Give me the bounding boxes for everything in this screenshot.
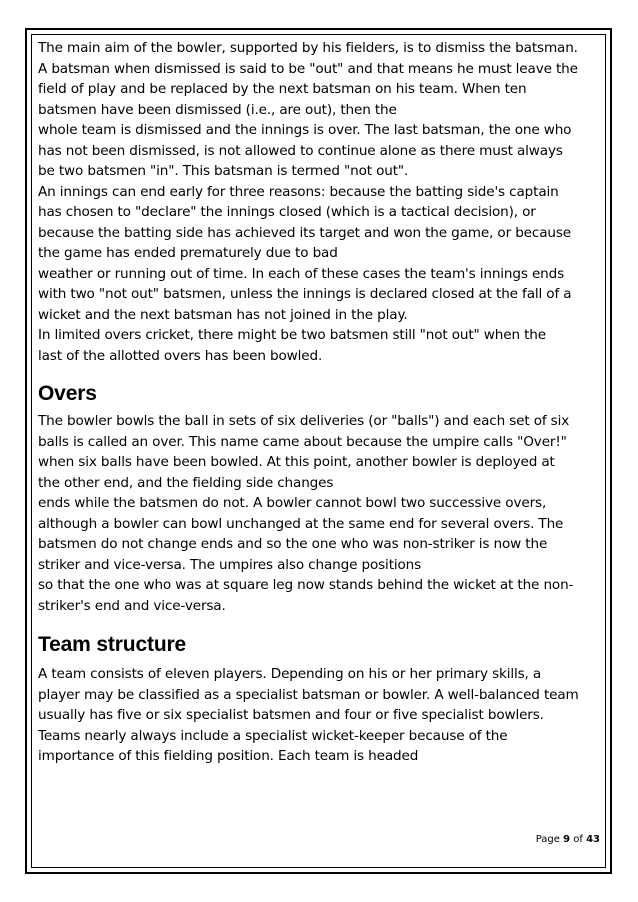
text-line: the other end, and the fielding side changes <box>38 474 334 491</box>
text-line: striker's end and vice-versa. <box>38 597 226 614</box>
text-line: the game has ended prematurely due to bad <box>38 245 338 261</box>
footer-page-label: Page <box>535 834 560 845</box>
section-heading-overs: Overs <box>38 382 97 405</box>
text-line: In limited overs cricket, there might be two batsmen still "not out" when the <box>38 327 546 343</box>
text-line: Teams nearly always include a specialist wicket-keeper because of the <box>38 727 508 744</box>
intro-paragraph <box>38 38 604 366</box>
text-line: field of play and be replaced by the next batsman on his team. When ten <box>38 81 527 97</box>
text-line: has not been dismissed, is not allowed to continue alone as there must always <box>38 142 563 159</box>
text-line: ends while the batsmen do not. A bowler cannot bowl two successive overs, <box>38 495 547 511</box>
text-line: so that the one who was at square leg now stands behind the wicket at the non- <box>38 577 574 593</box>
text-line: has chosen to "declare" the innings closed (which is a tactical decision), or <box>38 204 536 220</box>
text-line: batsmen have been dismissed (i.e., are out), then the <box>38 101 397 118</box>
text-line: The bowler bowls the ball in sets of six deliveries (or "balls") and each set of six <box>38 413 570 429</box>
page-footer <box>536 834 600 845</box>
text-line: balls is called an over. This name came about because the umpire calls "Over!" <box>38 433 567 450</box>
text-line: although a bowler can bowl unchanged at the same end for several overs. The <box>38 515 564 532</box>
text-line: whole team is dismissed and the innings is over. The last batsman, the one who <box>38 122 572 138</box>
text-line: player may be classified as a specialist batsman or bowler. A well-balanced team <box>38 686 579 703</box>
text-line: A team consists of eleven players. Depending on his or her primary skills, a <box>38 666 542 682</box>
team-structure-paragraph <box>38 664 604 767</box>
text-line: because the batting side has achieved its target and won the game, or because <box>38 224 572 241</box>
footer-of-label: of <box>573 834 583 845</box>
footer-current-page: 9 <box>563 834 571 845</box>
text-line: be two batsmen "in". This batsman is termed "not out". <box>38 163 409 179</box>
text-line: The main aim of the bowler, supported by his fielders, is to dismiss the batsman. <box>38 40 578 56</box>
text-line: wicket and the next batsman has not joined in the play. <box>38 306 408 323</box>
text-line: when six balls have been bowled. At this point, another bowler is deployed at <box>38 454 555 470</box>
text-line: last of the allotted overs has been bowled. <box>38 347 323 364</box>
page-content <box>38 38 604 767</box>
section-heading-team-structure: Team structure <box>38 633 187 656</box>
text-line: A batsman when dismissed is said to be "out" and that means he must leave the <box>38 60 578 77</box>
text-line: An innings can end early for three reasons: because the batting side's captain <box>38 183 559 200</box>
text-line: weather or running out of time. In each of these cases the team's innings ends <box>38 265 565 282</box>
overs-paragraph <box>38 411 604 616</box>
text-line: importance of this fielding position. Each team is headed <box>38 748 419 764</box>
text-line: usually has five or six specialist batsmen and four or five specialist bowlers. <box>38 707 544 723</box>
text-line: with two "not out" batsmen, unless the innings is declared closed at the fall of a <box>38 286 572 302</box>
text-line: batsmen do not change ends and so the one who was non-striker is now the <box>38 536 548 552</box>
footer-total-pages: 43 <box>586 834 600 845</box>
text-line: striker and vice-versa. The umpires also change positions <box>38 556 422 573</box>
